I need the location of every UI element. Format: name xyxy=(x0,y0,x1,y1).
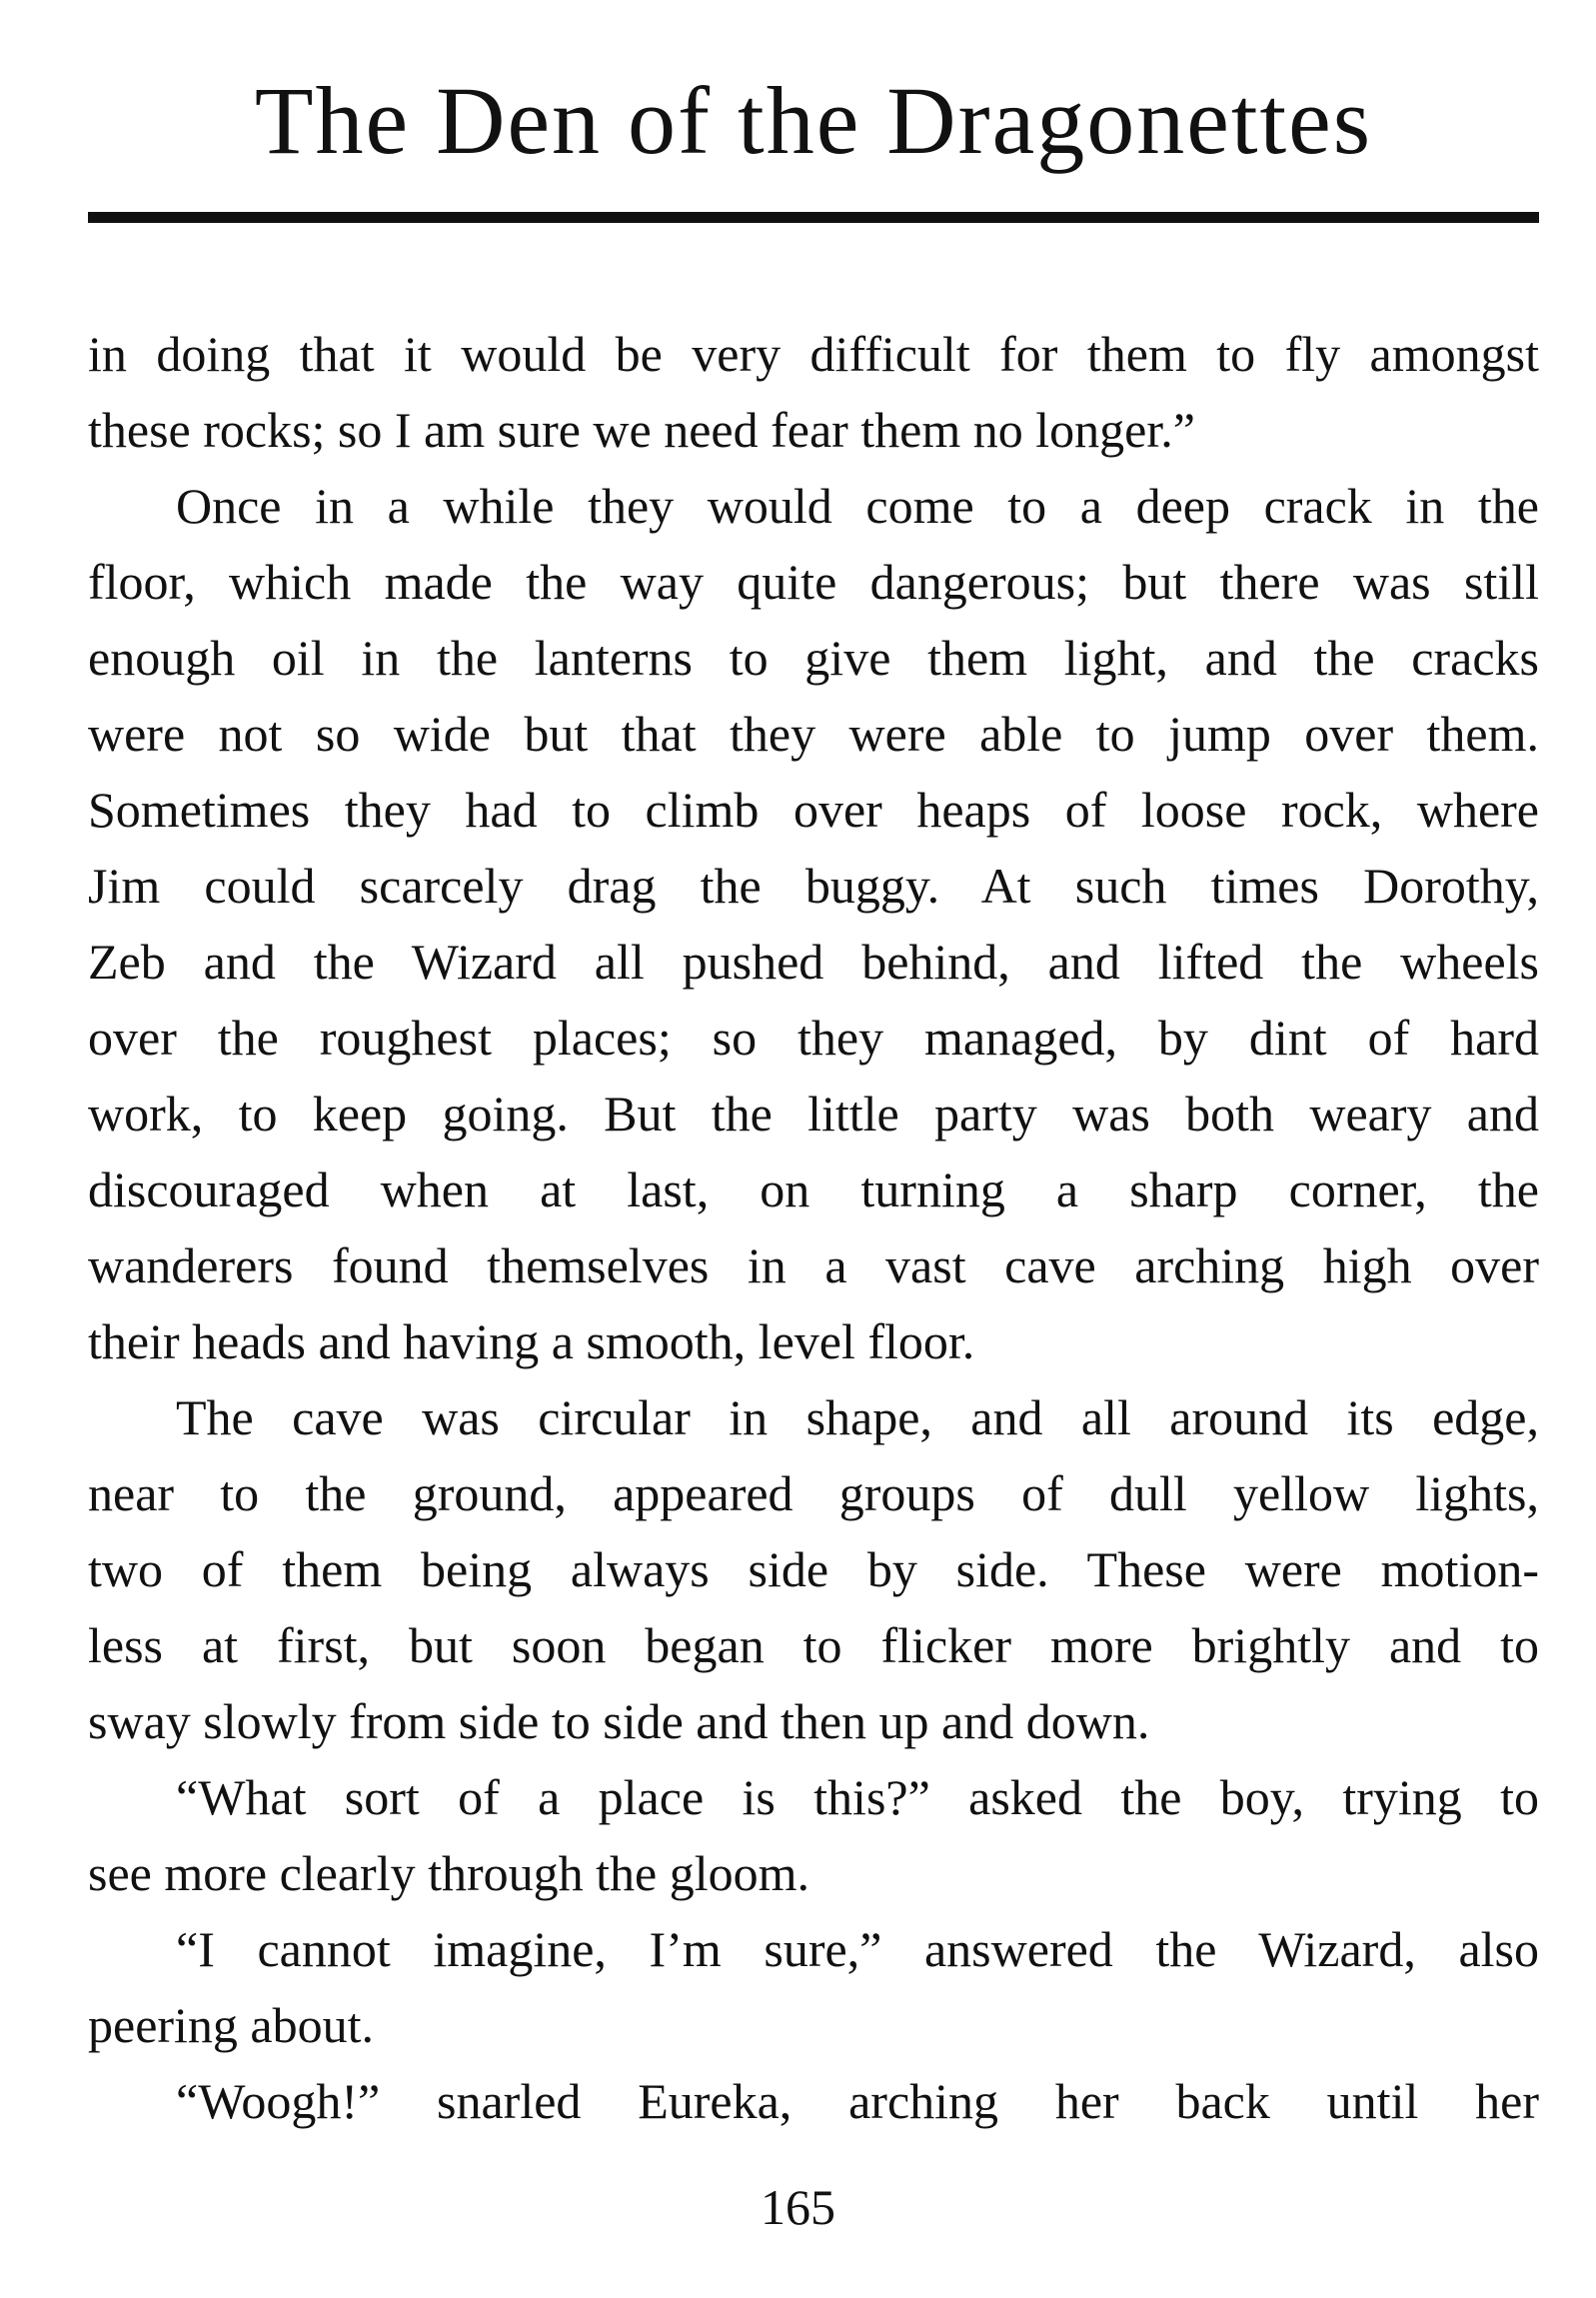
head-rule xyxy=(88,212,1539,223)
running-head: The Den of the Dragonettes xyxy=(254,67,1373,174)
text-line: near to the ground, appeared groups of dull yellow lights, xyxy=(88,1465,1539,1521)
text-line: work, to keep going. But the little party was both weary and xyxy=(88,1086,1539,1142)
text-line: sway slowly from side to side and then up and down. xyxy=(88,1693,1150,1749)
text-line: peering about. xyxy=(88,1997,375,2053)
text-line: wanderers found themselves in a vast cave arching high over xyxy=(88,1237,1539,1293)
text-line: in doing that it would be very difficult for them to fly amongst xyxy=(88,326,1539,382)
text-line: were not so wide but that they were able to jump over them. xyxy=(88,706,1539,762)
text-line: “I cannot imagine, I’m sure,” answered the Wizard, also xyxy=(176,1921,1539,1977)
text-line: Zeb and the Wizard all pushed behind, and lifted the wheels xyxy=(88,934,1539,990)
text-line: their heads and having a smooth, level floor. xyxy=(88,1313,975,1369)
text-line: Once in a while they would come to a deep crack in the xyxy=(176,478,1539,534)
text-line: these rocks; so I am sure we need fear them no longer.” xyxy=(88,402,1195,458)
text-line: “Woogh!” snarled Eureka, arching her back until her xyxy=(176,2073,1539,2129)
text-line: Jim could scarcely drag the buggy. At such times Dorothy, xyxy=(88,858,1539,914)
text-line: The cave was circular in shape, and all around its edge, xyxy=(176,1389,1539,1445)
text-line: floor, which made the way quite dangerous; but there was still xyxy=(88,554,1539,610)
body-text xyxy=(88,316,1539,2139)
text-line: Sometimes they had to climb over heaps of loose rock, where xyxy=(88,782,1539,838)
page-number: 165 xyxy=(761,2179,835,2235)
text-line: discouraged when at last, on turning a sharp corner, the xyxy=(88,1161,1539,1217)
text-line: two of them being always side by side. These were motion- xyxy=(88,1541,1539,1597)
text-line: “What sort of a place is this?” asked the boy, trying to xyxy=(176,1769,1539,1825)
text-line: see more clearly through the gloom. xyxy=(88,1845,809,1901)
text-line: enough oil in the lanterns to give them light, and the cracks xyxy=(88,630,1539,686)
text-line: over the roughest places; so they managed, by dint of hard xyxy=(88,1010,1539,1066)
text-line: less at first, but soon began to flicker more brightly and to xyxy=(88,1617,1539,1673)
